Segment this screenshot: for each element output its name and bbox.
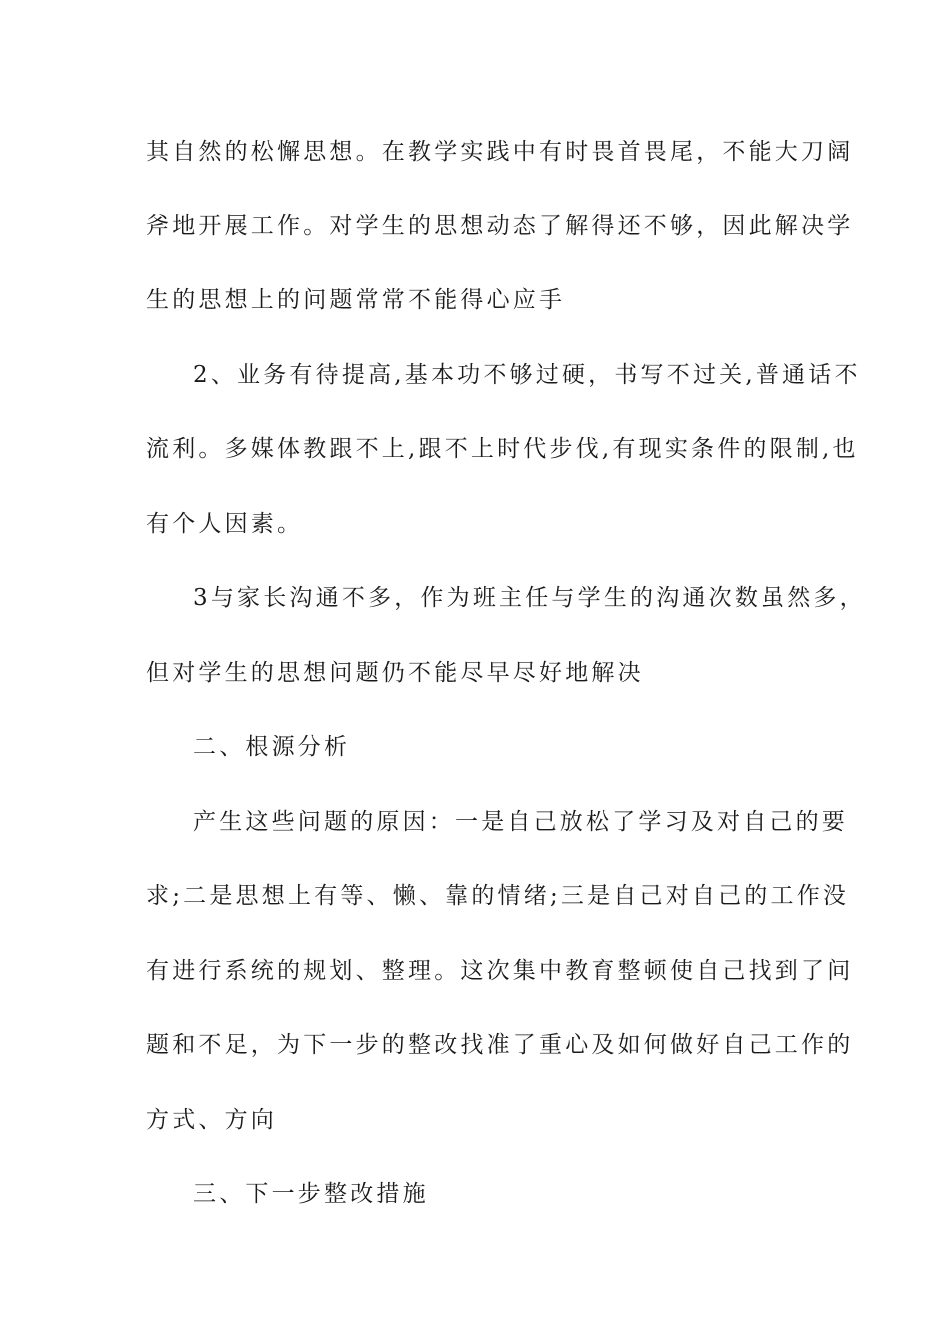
section-heading-root-cause: 二、根源分析 bbox=[193, 734, 351, 760]
paragraph-4-line-4: 题和不足，为下一步的整改找准了重心及如何做好自己工作的 bbox=[146, 1032, 854, 1058]
paragraph-4-line-5: 方式、方向 bbox=[146, 1107, 277, 1133]
section-heading-next-steps: 三、下一步整改措施 bbox=[193, 1181, 429, 1207]
text-line-1: 其自然的松懈思想。在教学实践中有时畏首畏尾，不能大刀阔 bbox=[146, 139, 854, 165]
text-line-3: 生的思想上的问题常常不能得心应手 bbox=[146, 287, 566, 313]
paragraph-2-line-2: 流利。多媒体教跟不上,跟不上时代步伐,有现实条件的限制,也 bbox=[146, 436, 859, 462]
paragraph-4-line-2: 求;二是思想上有等、懒、靠的情绪;三是自己对自己的工作没 bbox=[146, 883, 850, 909]
paragraph-2-line-3: 有个人因素。 bbox=[146, 511, 304, 537]
paragraph-3-line-1: 3与家长沟通不多，作为班主任与学生的沟通次数虽然多， bbox=[193, 585, 866, 611]
paragraph-2-line-1: 2、业务有待提高,基本功不够过硬，书写不过关,普通话不 bbox=[193, 362, 861, 388]
text-line-2: 斧地开展工作。对学生的思想动态了解得还不够，因此解决学 bbox=[146, 213, 854, 239]
paragraph-4-line-1: 产生这些问题的原因：一是自己放松了学习及对自己的要 bbox=[193, 809, 848, 835]
paragraph-4-line-3: 有进行系统的规划、整理。这次集中教育整顿使自己找到了问 bbox=[146, 958, 854, 984]
paragraph-3-line-2: 但对学生的思想问题仍不能尽早尽好地解决 bbox=[146, 660, 644, 686]
